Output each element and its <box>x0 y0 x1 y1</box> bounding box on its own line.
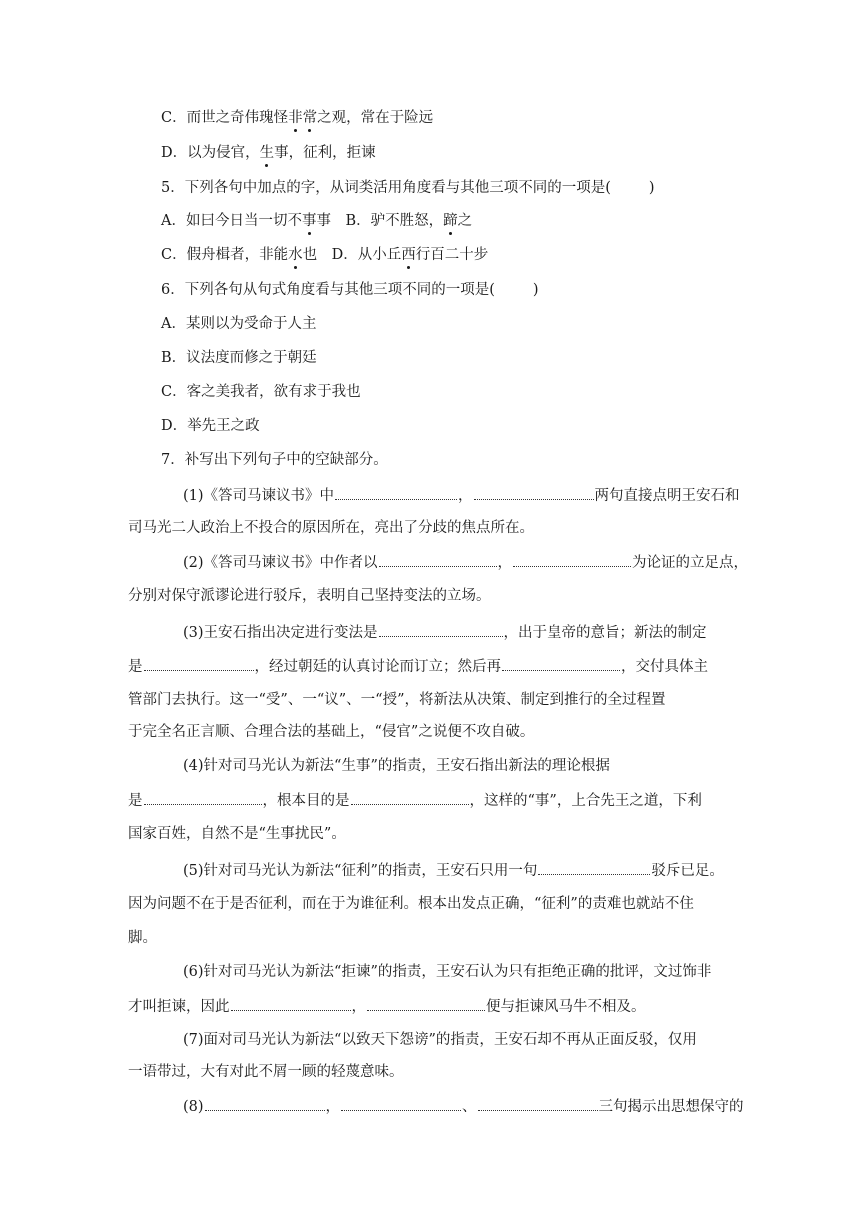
dotted-char: 西 <box>401 247 416 263</box>
fill-blank[interactable] <box>341 1096 461 1111</box>
fill-blank[interactable] <box>538 860 650 875</box>
fill-blank[interactable] <box>144 790 262 805</box>
fill-blank[interactable] <box>474 485 594 500</box>
q7-item-2 <box>183 552 748 573</box>
q4-option-d <box>161 143 376 163</box>
fill-blank[interactable] <box>367 996 485 1011</box>
q6-option-a: A．某则以为受命于人主 <box>161 316 317 332</box>
text: ， <box>351 999 366 1015</box>
text: 事 B．驴不胜怒， <box>316 213 444 229</box>
text: ， <box>458 488 473 504</box>
q7-item-1-cont: 司马光二人政治上不投合的原因所在，亮出了分歧的焦点所在。 <box>128 520 534 536</box>
q7-item-3-line3: 管部门去执行。这一“受”、一“议”、一“授”，将新法从决策、制定到推行的全过程置 <box>128 692 666 708</box>
text: 事，征利，拒谏 <box>274 145 376 161</box>
fill-blank[interactable] <box>513 552 631 567</box>
q7-item-3-line4: 于完全名正言顺、合理合法的基础上，“侵官”之说便不攻自破。 <box>128 724 535 740</box>
q4-option-c <box>161 108 433 128</box>
text: (3)王安石指出决定进行变法是 <box>183 625 378 641</box>
q7-item-3-line2 <box>128 656 708 677</box>
text: ) <box>532 282 539 298</box>
q7-item-7: (7)面对司马光认为新法“以致天下怨谤”的指责，王安石却不再从正面反驳，仅用 <box>183 1032 697 1048</box>
q7-item-6-line2 <box>128 996 646 1017</box>
text: 便与拒谏风马牛不相及。 <box>486 999 646 1015</box>
q7-item-4-line3: 国家百姓，自然不是“生事扰民”。 <box>128 826 346 842</box>
text: 也 D．从小丘 <box>302 247 402 263</box>
text: ，交付具体主 <box>621 659 708 675</box>
text: ，出于皇帝的意旨；新法的制定 <box>503 625 707 641</box>
text: 两句直接点明王安石和 <box>594 488 740 504</box>
text: ， <box>497 555 513 571</box>
text: 5．下列各句中加点的字，从词类活用角度看与其他三项不同的一项是( <box>161 180 611 196</box>
text: 是 <box>128 793 143 809</box>
q6-option-c: C．客之美我者，欲有求于我也 <box>161 384 361 400</box>
text: C．假舟楫者，非能 <box>161 247 289 263</box>
dotted-char: 生 <box>259 145 275 161</box>
dotted-char: 常 <box>302 110 318 126</box>
fill-blank[interactable] <box>144 656 254 671</box>
dotted-char: 事 <box>301 213 317 229</box>
q7-item-8 <box>183 1096 744 1117</box>
text: 之观，常在于险远 <box>317 110 434 126</box>
fill-blank[interactable] <box>335 485 457 500</box>
q7-item-7-line2: 一语带过，大有对此不屑一顾的轻蔑意味。 <box>128 1064 404 1080</box>
q5-options-ab <box>161 211 472 231</box>
text: D．以为侵官， <box>161 145 260 161</box>
q7-item-4-line2 <box>128 790 702 811</box>
q6-option-b: B．议法度而修之于朝廷 <box>161 350 317 366</box>
q7-item-4: (4)针对司马光认为新法“生事”的指责，王安石指出新法的理论根据 <box>183 758 610 774</box>
text: (1)《答司马谏议书》中 <box>183 488 335 504</box>
text: (8) <box>183 1099 204 1115</box>
q5-stem <box>161 178 655 198</box>
text: (2)《答司马谏议书》中作者以 <box>183 555 378 571</box>
text: ， <box>325 1099 341 1115</box>
dotted-char: 非 <box>288 110 303 126</box>
text: C．而世之奇伟瑰怪 <box>161 110 289 126</box>
q7-item-5-line3: 脚。 <box>128 930 157 946</box>
dotted-char: 水 <box>288 247 303 263</box>
text: ，根本目的是 <box>262 793 350 809</box>
text: 、 <box>462 1099 477 1115</box>
dotted-char: 蹄 <box>443 213 458 229</box>
text: 驳斥已足。 <box>651 863 724 879</box>
q7-item-6: (6)针对司马光认为新法“拒谏”的指责，王安石认为只有拒绝正确的批评，文过饰非 <box>183 964 712 980</box>
q7-item-1 <box>183 485 740 506</box>
q7-stem: 7．补写出下列句子中的空缺部分。 <box>161 452 388 468</box>
text: ) <box>648 180 655 196</box>
text: 三句揭示出思想保守的 <box>598 1099 744 1115</box>
q6-stem <box>161 280 539 300</box>
q7-item-2-cont: 分别对保守派谬论进行驳斥，表明自己坚持变法的立场。 <box>128 588 491 604</box>
text: ，这样的“事”，上合先王之道，下利 <box>469 793 702 809</box>
q7-item-5 <box>183 860 724 881</box>
text: 才叫拒谏，因此 <box>128 999 230 1015</box>
text: ，经过朝廷的认真讨论而订立；然后再 <box>254 659 501 675</box>
q7-item-5-line2: 因为问题不在于是否征利，而在于为谁征利。根本出发点正确，“征利”的责难也就站不住 <box>128 896 694 912</box>
fill-blank[interactable] <box>502 656 620 671</box>
text: 为论证的立足点， <box>632 555 749 571</box>
text: 6．下列各句从句式角度看与其他三项不同的一项是( <box>161 282 495 298</box>
q7-item-3 <box>183 622 707 643</box>
fill-blank[interactable] <box>379 552 497 567</box>
text: A．如曰今日当一切不 <box>161 213 302 229</box>
text: 之 <box>457 213 473 229</box>
fill-blank[interactable] <box>205 1096 325 1111</box>
q5-options-cd <box>161 245 488 265</box>
fill-blank[interactable] <box>351 790 469 805</box>
text: 行百二十步 <box>415 247 489 263</box>
q6-option-d: D．举先王之政 <box>161 418 260 434</box>
fill-blank[interactable] <box>379 622 503 637</box>
text: 是 <box>128 659 143 675</box>
fill-blank[interactable] <box>231 996 351 1011</box>
fill-blank[interactable] <box>478 1096 598 1111</box>
text: (5)针对司马光认为新法“征利”的指责，王安石只用一句 <box>183 863 538 879</box>
